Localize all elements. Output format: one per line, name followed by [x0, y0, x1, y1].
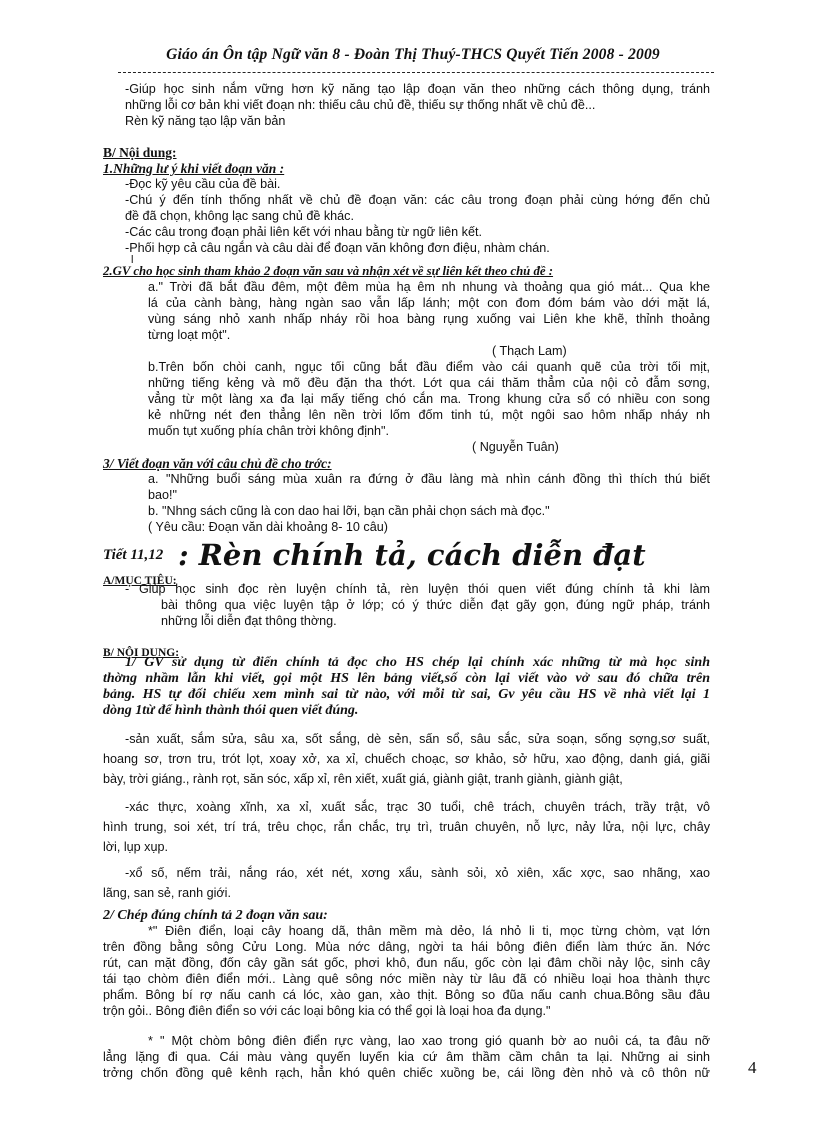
passage-line: * " Một chòm bông điên điển rực vàng, lao xao trong gió quanh bờ ao nuôi cá, ta đâu nỡ — [148, 1034, 710, 1048]
objective-line: - Giúp học sinh đọc rèn luyện chính tả, rèn luyện thói quen viết đúng chính tả khi làm — [125, 582, 710, 596]
author-credit: ( Nguyễn Tuân) — [472, 440, 559, 454]
page-number: 4 — [748, 1058, 757, 1077]
list-item: -Phối hợp cả câu ngắn và câu dài để đoạn văn không đơn điệu, nhàm chán. — [125, 241, 550, 255]
paragraph-line: a." Trời đã bắt đầu đêm, một đêm mùa hạ êm nh nhung và thoảng qua gió mát... Qua khe — [148, 280, 710, 294]
paragraph-line: những tiếng kẻng và mõ đều đặn tha thớt. Lớt qua cái thăm thẳm của nội cỏ đẫm sơng, — [148, 376, 710, 390]
list-item: -Các câu trong đoạn phải liên kết với nhau bằng từ ngữ liên kết. — [125, 225, 482, 239]
passage-line: trởng chốn đồng quê kênh rạch, hẳn khó quên chiếc xuồng be, cái lồng đèn nhỏ và cô thôn nữ — [103, 1066, 710, 1080]
passage-line: trộn gỏi.. Bông điên điển so với các loại bông kia có thể gọi là loại hoa đa dụng." — [103, 1004, 551, 1018]
passage-line: tái tạo chòm điên điển mới.. Làng quê sông nớc miền này từ lâu đã có nhiều loại hoa thành thực — [103, 972, 710, 986]
list-item: đề đã chọn, không lạc sang chủ đề khác. — [125, 209, 354, 223]
exercise-line: ( Yêu cầu: Đoạn văn dài khoảng 8- 10 câu) — [148, 520, 388, 534]
word-list-line: hình trung, soi xét, trí trá, trêu chọc, rắn chắc, trụ trì, truân chuyên, nỗ lực, nảy lửa, nội lực, chây — [103, 820, 710, 834]
header-divider — [118, 72, 714, 73]
section-heading: B/ Nội dung: — [103, 145, 177, 160]
section-heading: B/ NỘI DUNG: — [103, 647, 180, 659]
subsection-heading: 3/ Viết đoạn văn với câu chủ đề cho trớc: — [103, 456, 332, 471]
passage-line: trên đồng bằng sông Cửu Long. Mùa nớc dâng, ngời ta hái bông điên điển làm thức ăn. Nớc — [103, 940, 710, 954]
lesson-title: : Rèn chính tả, cách diễn đạt — [178, 538, 646, 572]
instruction-line: dòng 1từ để hình thành thói quen viết đúng. — [103, 703, 359, 718]
paragraph-line: vẳng từ một làng xa đa lại mấy tiếng chó cắn ma. Trong khung cửa sổ có nhiều con song — [148, 392, 710, 406]
instruction-line: bảng. HS tự đối chiếu xem mình sai từ nào, với mỗi từ sai, Gv yêu cầu HS về nhà viết lại 1 — [103, 687, 710, 702]
exercise-line: a. "Những buổi sáng mùa xuân ra đứng ở đầu làng mà nhìn cánh đồng thì thích thú biết — [148, 472, 710, 486]
word-list-line: hoang sơ, trơn tru, trót lọt, xoay xở, xa xỉ, chuếch choạc, sơ khảo, sở hữu, xao động, danh giá, giãi — [103, 752, 710, 766]
intro-line: những lỗi cơ bản khi viết đoạn nh: thiếu câu chủ đề, thiếu sự thống nhất về chủ đề... — [125, 98, 596, 112]
paragraph-line: từng loạt một". — [148, 328, 231, 342]
word-list-line: lời, lụp xụp. — [103, 840, 168, 854]
word-list-line: -sản xuất, sắm sửa, sâu xa, sốt sắng, dè sẻn, sấn sổ, sâu sắc, sửa soạn, sống sợng,sơ suất, — [125, 732, 710, 746]
paragraph-line: muốn tụt xuống phía chân trời không định". — [148, 424, 389, 438]
author-credit: ( Thạch Lam) — [492, 344, 567, 358]
passage-line: lẳng lặng đi qua. Cái màu vàng quyến luyến kia cứ âm thầm cầm chân ta lại. Những ai sinh — [103, 1050, 710, 1064]
intro-line: -Giúp học sinh nắm vững hơn kỹ năng tạo lập đoạn văn theo những cách thông dụng, tránh — [125, 82, 710, 96]
instruction-line: 1/ GV sử dụng từ điển chính tả đọc cho HS chép lại chính xác những từ mà học sinh — [125, 655, 710, 670]
passage-line: *" Điên điển, loại cây hoang dã, thân mềm mà dẻo, lá nhỏ li ti, mọc từng chòm, vạt lớn — [148, 924, 710, 938]
stray-mark: l — [131, 254, 134, 266]
objective-line: bài thông qua việc luyện tập ở lớp; có ý thức diễn đạt gãy gọn, đúng ngữ pháp, tránh — [161, 598, 710, 612]
word-list-line: -xác thực, xoàng xĩnh, xa xỉ, xuất sắc, trạc 30 tuổi, chê trách, chuyên trách, trầy trật, vô — [125, 800, 710, 814]
instruction-line: thờng nhầm lẫn khi viết, gọi một HS lên bảng viết,số còn lại viết vào vở sau đó chữa trên — [103, 671, 710, 686]
objective-line: những lỗi diễn đạt thông thờng. — [161, 614, 337, 628]
word-list-line: -xổ số, nếm trải, nắng ráo, xét nét, xơng xẩu, sành sỏi, xỏ xiên, xấc xợc, sao nhãng, xao — [125, 866, 710, 880]
intro-line: Rèn kỹ năng tạo lập văn bản — [125, 114, 286, 128]
list-item: -Chú ý đến tính thống nhất về chủ đề đoạn văn: các câu trong đoạn phải cùng hớng đến chủ — [125, 193, 710, 207]
subsection-heading: 1.Những lư ý khi viết đoạn văn : — [103, 161, 285, 176]
word-list-line: lãng, san sẻ, ranh giới. — [103, 886, 231, 900]
paragraph-line: lá của cành bàng, hàng ngàn sao vẫn lấp lánh; một con đom đóm bám vào dới mặt lá, — [148, 296, 710, 310]
subsection-heading: 2.GV cho học sinh tham khảo 2 đoạn văn sau và nhận xét về sự liên kết theo chủ đề : — [103, 264, 554, 278]
paragraph-line: b.Trên bốn chòi canh, ngục tối cũng bắt đầu điểm vào cái quanh quẽ của trời tối mịt, — [148, 360, 710, 374]
word-list-line: bày, trời giáng., rành rọt, săn sóc, xấp xỉ, rên xiết, xuất giá, giành giật, tranh giành, giành giật, — [103, 772, 623, 786]
exercise-line: bao!" — [148, 488, 177, 502]
passage-line: rút, can mặt đồng, đốn cây gần sát gốc, phơi khô, đun nấu, gốc còn lại đâm chồi nảy lộc, sinh cây — [103, 956, 710, 970]
section-heading: A/MỤC TIÊU: — [103, 575, 177, 587]
lesson-number: Tiết 11,12 — [103, 547, 164, 563]
passage-line: phẩm. Bông bí rợ nấu canh cá lóc, xào gan, xào thịt. Bông so đũa nấu canh chua.Bông sầu đâu — [103, 988, 710, 1002]
paragraph-line: kẻ những nét đen thẳng lên nền trời lốm đốm tinh tú, một ngôi sao hôm nhấp nháy nh — [148, 408, 710, 422]
list-item: -Đọc kỹ yêu cầu của đề bài. — [125, 177, 281, 191]
subsection-heading: 2/ Chép đúng chính tả 2 đoạn văn sau: — [103, 908, 328, 923]
exercise-line: b. "Nhng sách cũng là con dao hai lỡi, bạn cần phải chọn sách mà đọc." — [148, 504, 550, 518]
page-header-title: Giáo án Ôn tập Ngữ văn 8 - Đoàn Thị Thuý-THCS Quyết Tiến 2008 - 2009 — [166, 46, 660, 63]
paragraph-line: vùng sáng nhỏ xanh nhấp nháy rồi hoa bàng rụng xuống vai Liên khe khẽ, thỉnh thoảng — [148, 312, 710, 326]
